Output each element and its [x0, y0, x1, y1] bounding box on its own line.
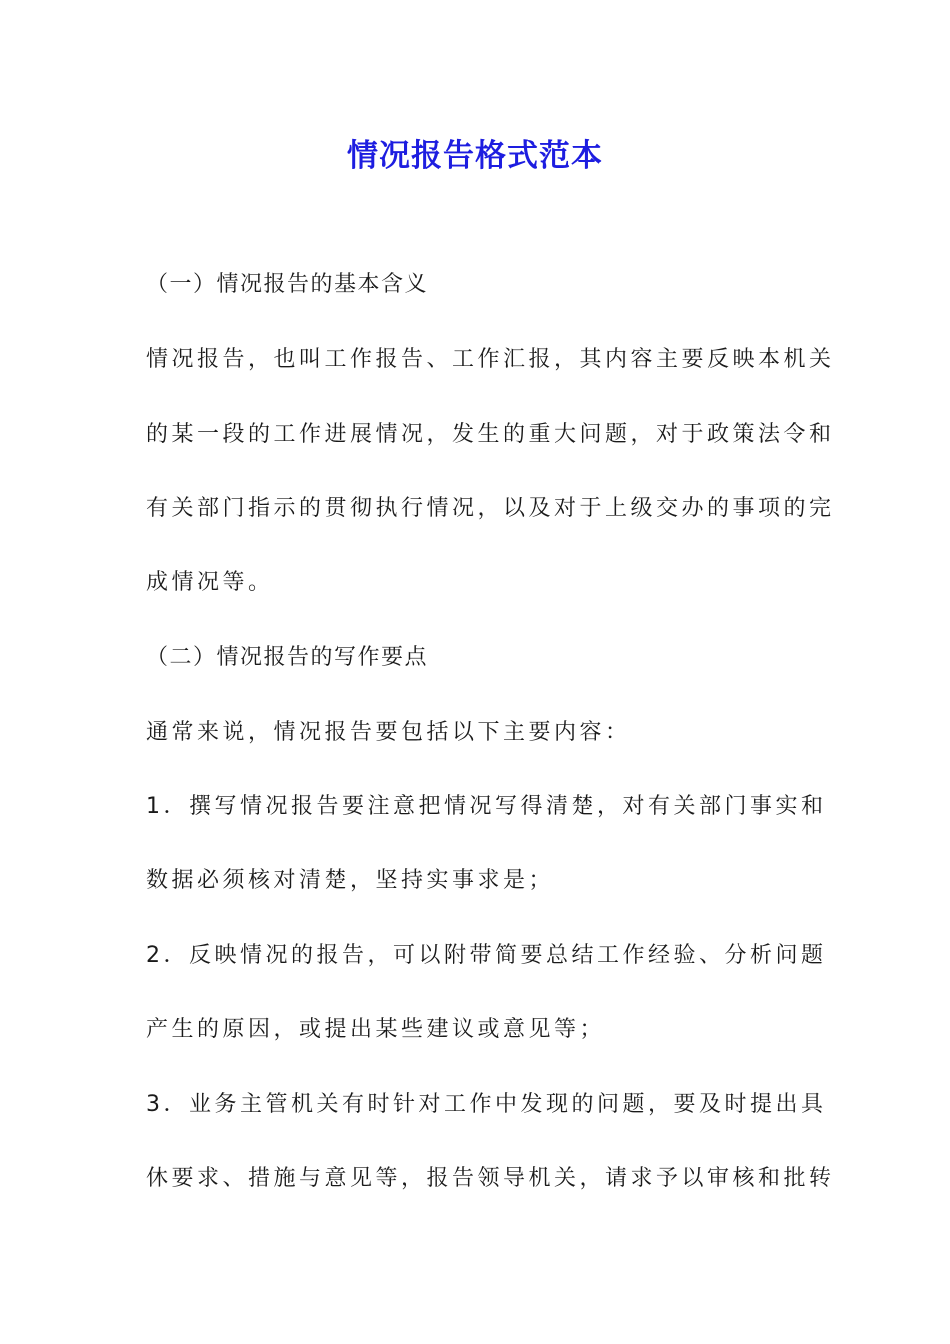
- list-item-3-line: 3．业务主管机关有时针对工作中发现的问题，要及时提出具: [146, 1092, 827, 1117]
- list-item-3-line: 休要求、措施与意见等，报告领导机关，请求予以审核和批转: [146, 1166, 835, 1191]
- paragraph-line: 有关部门指示的贯彻执行情况，以及对于上级交办的事项的完: [146, 496, 835, 521]
- list-item-2-line: 产生的原因，或提出某些建议或意见等；: [146, 1017, 606, 1042]
- list-item-1-line: 1．撰写情况报告要注意把情况写得清楚，对有关部门事实和: [146, 794, 827, 819]
- section-heading-1: （一）情况报告的基本含义: [146, 272, 429, 297]
- section-heading-2: （二）情况报告的写作要点: [146, 645, 429, 670]
- document-title: 情况报告格式范本: [347, 138, 603, 174]
- paragraph-line: 通常来说，情况报告要包括以下主要内容：: [146, 720, 631, 745]
- list-item-2-line: 2．反映情况的报告，可以附带简要总结工作经验、分析问题: [146, 943, 827, 968]
- paragraph-line: 情况报告，也叫工作报告、工作汇报，其内容主要反映本机关: [146, 347, 835, 372]
- paragraph-line: 的某一段的工作进展情况，发生的重大问题，对于政策法令和: [146, 422, 835, 447]
- paragraph-line: 成情况等。: [146, 570, 274, 595]
- list-item-1-line: 数据必须核对清楚，坚持实事求是；: [146, 868, 555, 893]
